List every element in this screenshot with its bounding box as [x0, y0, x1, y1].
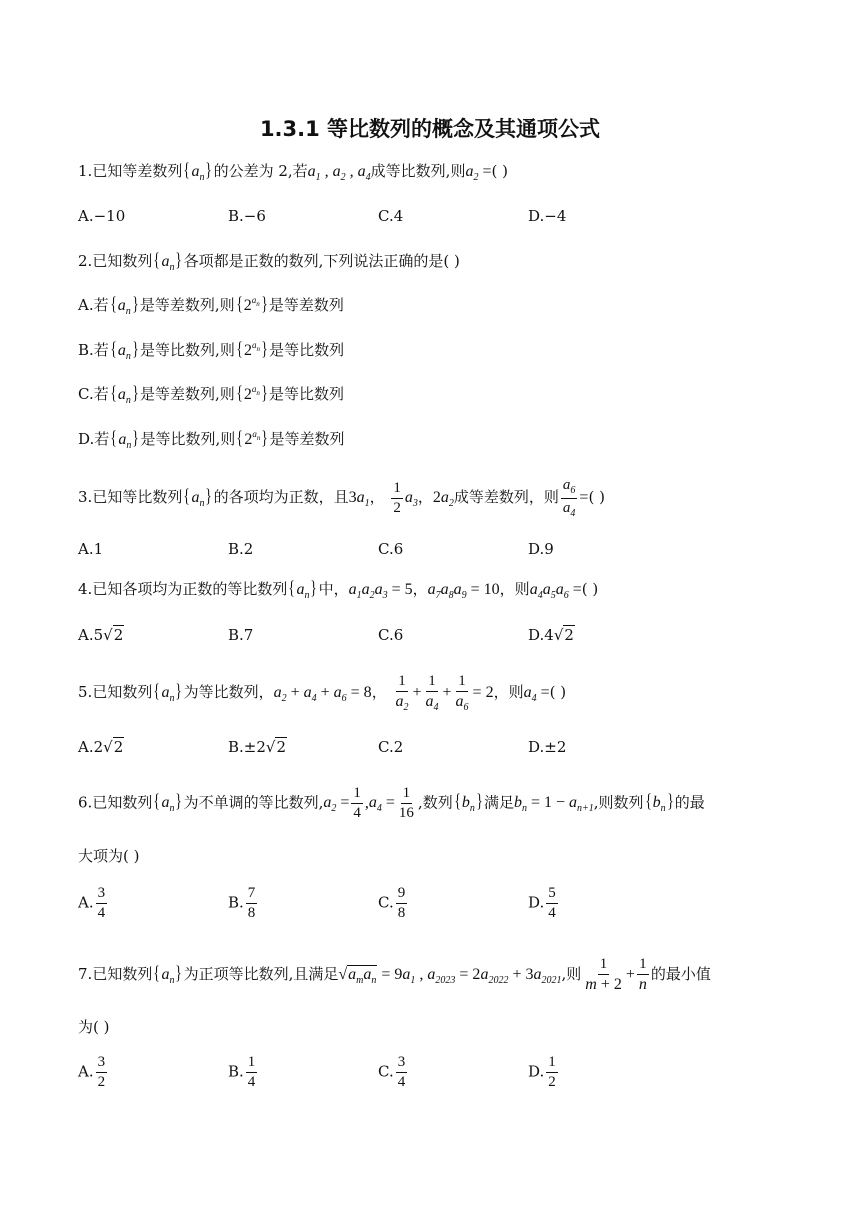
page-title: 1.3.1 等比数列的概念及其通项公式: [259, 117, 601, 141]
question-1: 1.已知等差数列$\{a_n\}$的公差为 2,若$a_1$ , $a_2$ , $a_4$成等比数列,则$a_2$ =( ): [78, 160, 508, 183]
q2-option-b[interactable]: B.若$\{a_n\}$是等比数列,则$\{2^{a_n}\}$是等比数列: [78, 339, 345, 362]
question-5: 5.已知数列$\{a_n\}$为等比数列，$a_2 + a_4 + a_6 = 8$， $\frac{1}{a_2}$ + $\frac{1}{a_4}$ + $\frac{1}{a_6}$ = 2，则$a_4$ =( ): [78, 673, 567, 713]
question-3: 3.已知等比数列$\{a_n\}$的各项均为正数，且$3a_1$， $\frac{1}{2}$ $a_3$，$2a_2$成等差数列，则 $\frac{a_6}{a_4}$ =( ): [78, 477, 605, 519]
q5-option-b[interactable]: B.±2√2: [228, 738, 287, 756]
q5-option-c[interactable]: C.2: [378, 738, 404, 756]
q6-option-d[interactable]: D. $\frac{5}{4}$: [528, 885, 556, 921]
question-2: 2.已知数列$\{a_n\}$各项都是正数的数列,下列说法正确的是( ): [78, 250, 460, 273]
q3-option-d[interactable]: D.9: [528, 540, 554, 558]
q5-option-a[interactable]: A.2√2: [78, 738, 124, 756]
q1-option-b[interactable]: B.−6: [228, 207, 266, 225]
question-6-line2: 大项为( ): [78, 847, 140, 865]
q1-option-d[interactable]: D.−4: [528, 207, 567, 225]
q7-option-a[interactable]: A. $\frac{3}{2}$: [78, 1054, 106, 1090]
q6-option-a[interactable]: A. $\frac{3}{4}$: [78, 885, 106, 921]
question-6: 6.已知数列$\{a_n\}$为不单调的等比数列$,a_2$ = $\frac{1}{4}$ $,a_4$ = $\frac{1}{16}$ ,数列$\{b_n\}$满足$b_n = 1 - a_{n+1}$,则数列$\{b_n\}$的最: [78, 785, 705, 821]
q7-option-c[interactable]: C. $\frac{3}{4}$: [378, 1054, 406, 1090]
q4-option-a[interactable]: A.5√2: [78, 626, 124, 644]
q4-option-c[interactable]: C.6: [378, 626, 404, 644]
q3-option-c[interactable]: C.6: [378, 540, 404, 558]
q2-option-c[interactable]: C.若$\{a_n\}$是等差数列,则$\{2^{a_n}\}$是等比数列: [78, 383, 345, 406]
q3-option-b[interactable]: B.2: [228, 540, 254, 558]
q2-option-d[interactable]: D.若$\{a_n\}$是等比数列,则$\{2^{a_n}\}$是等差数列: [78, 428, 345, 451]
question-4: 4.已知各项均为正数的等比数列$\{a_n\}$中，$a_1a_2a_3 = 5$，$a_7a_8a_9 = 10$，则$a_4a_5a_6$ =( ): [78, 578, 599, 601]
q4-option-b[interactable]: B.7: [228, 626, 254, 644]
q7-option-b[interactable]: B. $\frac{1}{4}$: [228, 1054, 256, 1090]
q1-option-a[interactable]: A.−10: [78, 207, 126, 225]
q6-option-b[interactable]: B. $\frac{7}{8}$: [228, 885, 256, 921]
question-7: 7.已知数列$\{a_n\}$为正项等比数列,且满足$√a_ma_n = 9a_1$ , $a_{2023} = 2a_{2022} + 3a_{2021}$,则 $\frac{1}{m + 2}$ + $\frac{1}{n}$ 的最小值: [78, 956, 711, 993]
q6-option-c[interactable]: C. $\frac{9}{8}$: [378, 885, 406, 921]
q5-option-d[interactable]: D.±2: [528, 738, 567, 756]
q4-option-d[interactable]: D.4√2: [528, 626, 574, 644]
q2-option-a[interactable]: A.若$\{a_n\}$是等差数列,则$\{2^{a_n}\}$是等差数列: [78, 294, 344, 317]
q1-option-c[interactable]: C.4: [378, 207, 404, 225]
q3-option-a[interactable]: A.1: [78, 540, 104, 558]
question-7-line2: 为( ): [78, 1018, 110, 1036]
q7-option-d[interactable]: D. $\frac{1}{2}$: [528, 1054, 556, 1090]
